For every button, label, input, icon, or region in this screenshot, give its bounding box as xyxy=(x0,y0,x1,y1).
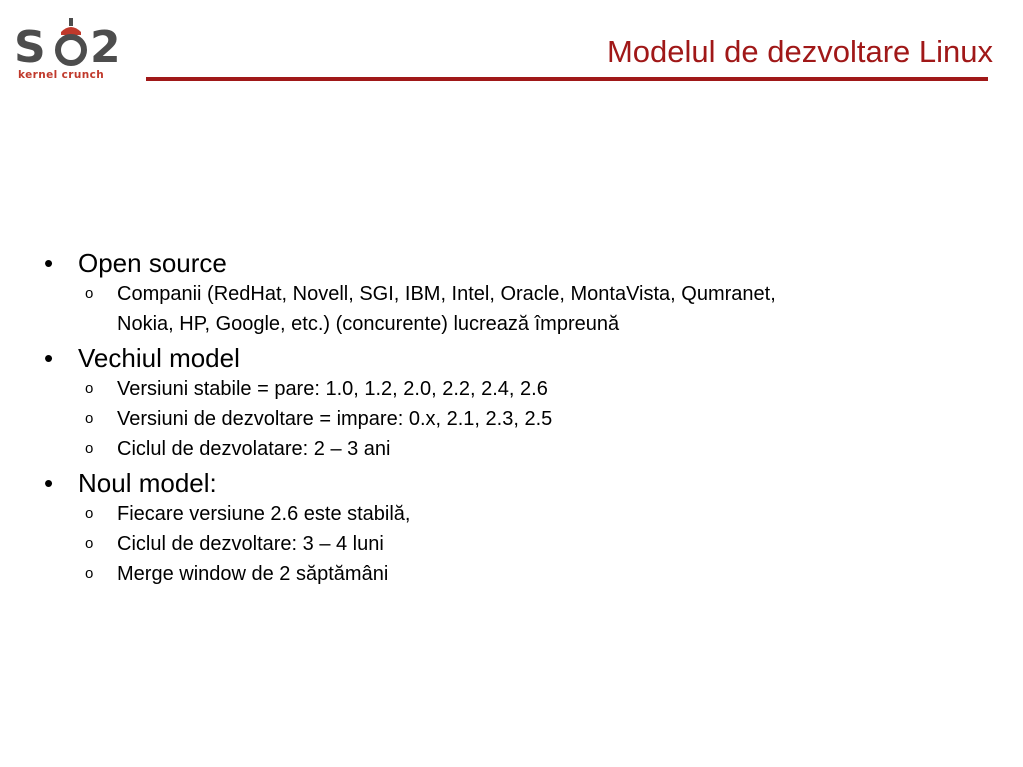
circle-bullet-icon: o xyxy=(85,535,94,552)
svg-text:S: S xyxy=(14,22,46,68)
sub-bullet-text: Companii (RedHat, Novell, SGI, IBM, Intel, Oracle, MontaVista, Qumranet, xyxy=(117,283,776,305)
sub-bullet-text: Fiecare versiune 2.6 este stabilă, xyxy=(117,503,411,525)
sub-bullet-item xyxy=(40,374,990,404)
circle-bullet-icon: o xyxy=(85,565,94,582)
logo-acorn-mark xyxy=(14,14,132,68)
sub-bullet-item xyxy=(40,529,990,559)
sub-bullet-text: Ciclul de dezvoltare: 3 – 4 luni xyxy=(117,533,384,555)
circle-bullet-icon: o xyxy=(85,410,94,427)
bullet-text: Noul model: xyxy=(78,468,217,498)
circle-bullet-icon: o xyxy=(85,285,94,302)
logo xyxy=(14,14,132,86)
sub-bullet-item xyxy=(40,434,990,464)
slide-body xyxy=(40,244,990,589)
sub-bullet-text: Versiuni stabile = pare: 1.0, 1.2, 2.0, 2.2, 2.4, 2.6 xyxy=(117,378,548,400)
sub-bullet-text: Nokia, HP, Google, etc.) (concurente) lucrează împreună xyxy=(117,313,620,335)
bullet-dot-icon: • xyxy=(44,468,54,498)
sub-bullet-item xyxy=(40,279,990,309)
sub-bullet-item xyxy=(40,404,990,434)
bullet-text: Vechiul model xyxy=(78,343,240,373)
sub-bullet-item xyxy=(40,559,990,589)
title-underline xyxy=(146,77,988,81)
svg-text:2: 2 xyxy=(90,22,121,68)
sub-bullet-text: Ciclul de dezvolatare: 2 – 3 ani xyxy=(117,438,391,460)
sub-bullet-text: Versiuni de dezvoltare = impare: 0.x, 2.1, 2.3, 2.5 xyxy=(117,408,553,430)
bullet-dot-icon: • xyxy=(44,248,54,278)
slide-title: Modelul de dezvoltare Linux xyxy=(606,34,993,69)
bullet-item xyxy=(40,343,990,374)
bullet-text: Open source xyxy=(78,248,227,278)
circle-bullet-icon: o xyxy=(85,380,94,397)
sub-bullet-item xyxy=(40,499,990,529)
logo-subtitle: kernel crunch xyxy=(18,69,105,81)
circle-bullet-icon: o xyxy=(85,505,94,522)
circle-bullet-icon: o xyxy=(85,440,94,457)
bullet-item xyxy=(40,248,990,279)
sub-bullet-text: Merge window de 2 săptămâni xyxy=(117,563,389,585)
bullet-dot-icon: • xyxy=(44,343,54,373)
sub-bullet-continuation xyxy=(40,309,990,339)
bullet-item xyxy=(40,468,990,499)
